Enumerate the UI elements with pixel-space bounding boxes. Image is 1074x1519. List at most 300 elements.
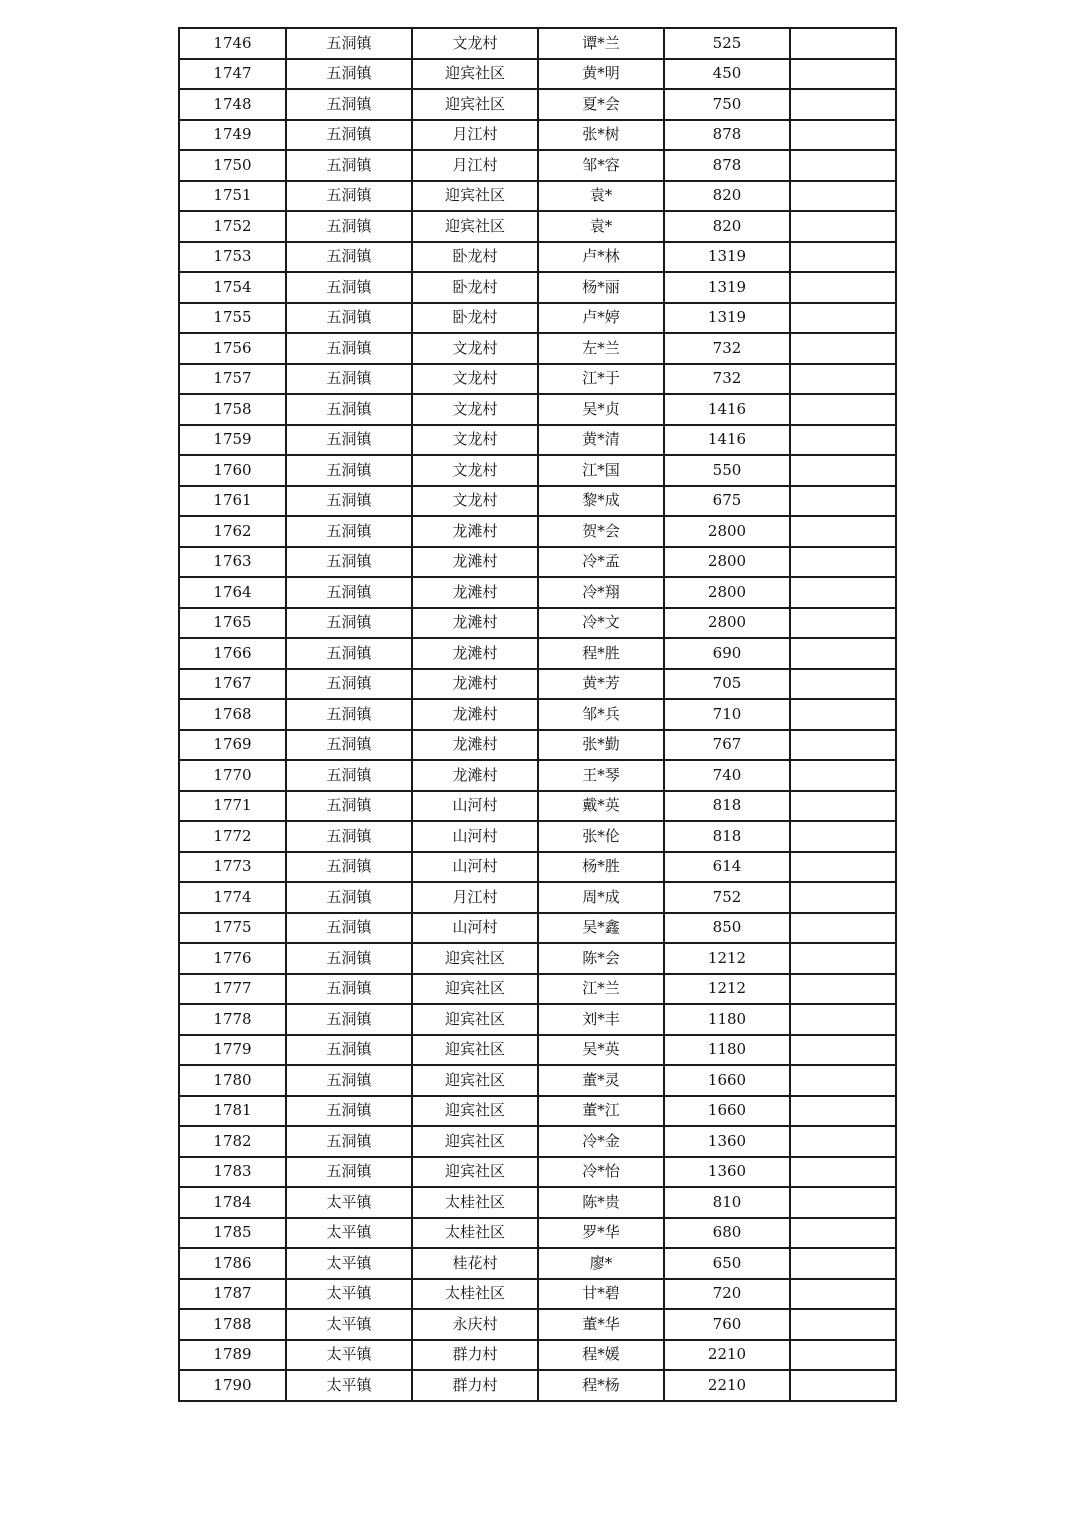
row-number-cell: 1752 [179,211,286,242]
remark-cell [790,1218,896,1249]
remark-cell [790,120,896,151]
table-row [179,425,896,456]
remark-cell [790,943,896,974]
remark-cell [790,638,896,669]
town-cell: 五洞镇 [286,333,412,364]
table-row [179,211,896,242]
remark-cell [790,730,896,761]
amount-cell: 710 [664,699,790,730]
remark-cell [790,516,896,547]
town-cell: 五洞镇 [286,791,412,822]
row-number-cell: 1766 [179,638,286,669]
remark-cell [790,1340,896,1371]
town-cell: 五洞镇 [286,486,412,517]
row-number-cell: 1750 [179,150,286,181]
village-cell: 迎宾社区 [412,1035,538,1066]
amount-cell: 1319 [664,303,790,334]
remark-cell [790,211,896,242]
amount-cell: 2800 [664,547,790,578]
town-cell: 五洞镇 [286,1157,412,1188]
town-cell: 五洞镇 [286,730,412,761]
village-cell: 龙滩村 [412,547,538,578]
amount-cell: 1212 [664,943,790,974]
remark-cell [790,1309,896,1340]
village-cell: 山河村 [412,821,538,852]
village-cell: 迎宾社区 [412,974,538,1005]
village-cell: 群力村 [412,1340,538,1371]
village-cell: 龙滩村 [412,516,538,547]
name-cell: 邹*容 [538,150,664,181]
town-cell: 五洞镇 [286,821,412,852]
village-cell: 山河村 [412,791,538,822]
row-number-cell: 1756 [179,333,286,364]
village-cell: 永庆村 [412,1309,538,1340]
row-number-cell: 1753 [179,242,286,273]
remark-cell [790,59,896,90]
row-number-cell: 1781 [179,1096,286,1127]
remark-cell [790,1279,896,1310]
town-cell: 太平镇 [286,1248,412,1279]
table-row [179,547,896,578]
row-number-cell: 1758 [179,394,286,425]
amount-cell: 1180 [664,1004,790,1035]
town-cell: 五洞镇 [286,1004,412,1035]
village-cell: 龙滩村 [412,699,538,730]
row-number-cell: 1769 [179,730,286,761]
table-row [179,943,896,974]
name-cell: 卢*婷 [538,303,664,334]
amount-cell: 720 [664,1279,790,1310]
amount-cell: 820 [664,181,790,212]
row-number-cell: 1779 [179,1035,286,1066]
name-cell: 江*于 [538,364,664,395]
name-cell: 冷*文 [538,608,664,639]
row-number-cell: 1783 [179,1157,286,1188]
table-row [179,1370,896,1401]
remark-cell [790,760,896,791]
town-cell: 太平镇 [286,1370,412,1401]
row-number-cell: 1774 [179,882,286,913]
name-cell: 戴*英 [538,791,664,822]
town-cell: 五洞镇 [286,882,412,913]
town-cell: 五洞镇 [286,974,412,1005]
town-cell: 五洞镇 [286,272,412,303]
remark-cell [790,425,896,456]
name-cell: 董*灵 [538,1065,664,1096]
name-cell: 董*华 [538,1309,664,1340]
name-cell: 邹*兵 [538,699,664,730]
remark-cell [790,1126,896,1157]
village-cell: 龙滩村 [412,760,538,791]
town-cell: 五洞镇 [286,303,412,334]
name-cell: 董*江 [538,1096,664,1127]
table-row [179,608,896,639]
town-cell: 五洞镇 [286,760,412,791]
name-cell: 冷*翔 [538,577,664,608]
row-number-cell: 1767 [179,669,286,700]
name-cell: 程*胜 [538,638,664,669]
amount-cell: 690 [664,638,790,669]
remark-cell [790,699,896,730]
town-cell: 五洞镇 [286,699,412,730]
amount-cell: 450 [664,59,790,90]
row-number-cell: 1748 [179,89,286,120]
table-row [179,760,896,791]
town-cell: 五洞镇 [286,59,412,90]
row-number-cell: 1759 [179,425,286,456]
village-cell: 文龙村 [412,425,538,456]
amount-cell: 1660 [664,1096,790,1127]
name-cell: 黄*清 [538,425,664,456]
table-row [179,1065,896,1096]
name-cell: 张*伦 [538,821,664,852]
table-row [179,1248,896,1279]
town-cell: 五洞镇 [286,242,412,273]
table-row [179,913,896,944]
table-row [179,89,896,120]
village-cell: 卧龙村 [412,242,538,273]
table-row [179,120,896,151]
table-row [179,1035,896,1066]
amount-cell: 740 [664,760,790,791]
name-cell: 冷*怡 [538,1157,664,1188]
town-cell: 五洞镇 [286,211,412,242]
town-cell: 太平镇 [286,1340,412,1371]
table-row [179,821,896,852]
name-cell: 周*成 [538,882,664,913]
table-row [179,852,896,883]
remark-cell [790,333,896,364]
amount-cell: 1660 [664,1065,790,1096]
name-cell: 冷*孟 [538,547,664,578]
village-cell: 文龙村 [412,455,538,486]
name-cell: 甘*碧 [538,1279,664,1310]
village-cell: 卧龙村 [412,272,538,303]
remark-cell [790,852,896,883]
village-cell: 迎宾社区 [412,1004,538,1035]
row-number-cell: 1755 [179,303,286,334]
table-row [179,577,896,608]
table-row [179,455,896,486]
remark-cell [790,28,896,59]
town-cell: 五洞镇 [286,1065,412,1096]
table-row [179,333,896,364]
name-cell: 张*勤 [538,730,664,761]
table-row [179,1340,896,1371]
table-row [179,882,896,913]
town-cell: 五洞镇 [286,547,412,578]
town-cell: 太平镇 [286,1309,412,1340]
amount-cell: 2800 [664,516,790,547]
village-cell: 桂花村 [412,1248,538,1279]
row-number-cell: 1782 [179,1126,286,1157]
village-cell: 迎宾社区 [412,1126,538,1157]
row-number-cell: 1780 [179,1065,286,1096]
amount-cell: 2800 [664,608,790,639]
name-cell: 罗*华 [538,1218,664,1249]
amount-cell: 1416 [664,425,790,456]
remark-cell [790,364,896,395]
town-cell: 五洞镇 [286,577,412,608]
name-cell: 杨*丽 [538,272,664,303]
town-cell: 五洞镇 [286,852,412,883]
table-row [179,394,896,425]
village-cell: 山河村 [412,913,538,944]
village-cell: 月江村 [412,882,538,913]
row-number-cell: 1789 [179,1340,286,1371]
name-cell: 王*琴 [538,760,664,791]
row-number-cell: 1749 [179,120,286,151]
row-number-cell: 1763 [179,547,286,578]
name-cell: 贺*会 [538,516,664,547]
row-number-cell: 1751 [179,181,286,212]
town-cell: 五洞镇 [286,89,412,120]
table-row [179,1279,896,1310]
remark-cell [790,303,896,334]
amount-cell: 675 [664,486,790,517]
row-number-cell: 1760 [179,455,286,486]
name-cell: 程*杨 [538,1370,664,1401]
village-cell: 迎宾社区 [412,211,538,242]
amount-cell: 750 [664,89,790,120]
remark-cell [790,577,896,608]
town-cell: 五洞镇 [286,181,412,212]
amount-cell: 1360 [664,1126,790,1157]
name-cell: 黄*芳 [538,669,664,700]
table-row [179,1096,896,1127]
remark-cell [790,89,896,120]
amount-cell: 760 [664,1309,790,1340]
village-cell: 迎宾社区 [412,181,538,212]
table-row [179,516,896,547]
remark-cell [790,882,896,913]
table-row [179,242,896,273]
village-cell: 月江村 [412,120,538,151]
amount-cell: 1360 [664,1157,790,1188]
village-cell: 迎宾社区 [412,1096,538,1127]
table-row [179,1309,896,1340]
name-cell: 杨*胜 [538,852,664,883]
village-cell: 龙滩村 [412,669,538,700]
village-cell: 文龙村 [412,394,538,425]
row-number-cell: 1773 [179,852,286,883]
remark-cell [790,1035,896,1066]
row-number-cell: 1776 [179,943,286,974]
town-cell: 五洞镇 [286,943,412,974]
row-number-cell: 1772 [179,821,286,852]
remark-cell [790,181,896,212]
amount-cell: 878 [664,120,790,151]
row-number-cell: 1777 [179,974,286,1005]
table-row [179,699,896,730]
amount-cell: 1319 [664,242,790,273]
name-cell: 吴*贞 [538,394,664,425]
row-number-cell: 1746 [179,28,286,59]
remark-cell [790,1187,896,1218]
table-row [179,791,896,822]
name-cell: 卢*林 [538,242,664,273]
remark-cell [790,1096,896,1127]
town-cell: 五洞镇 [286,1096,412,1127]
town-cell: 五洞镇 [286,394,412,425]
village-cell: 迎宾社区 [412,59,538,90]
amount-cell: 818 [664,821,790,852]
remark-cell [790,1065,896,1096]
name-cell: 刘*丰 [538,1004,664,1035]
table-row [179,150,896,181]
amount-cell: 550 [664,455,790,486]
row-number-cell: 1771 [179,791,286,822]
table-row [179,638,896,669]
town-cell: 五洞镇 [286,1035,412,1066]
amount-cell: 2800 [664,577,790,608]
row-number-cell: 1768 [179,699,286,730]
table-body [179,28,896,1401]
town-cell: 五洞镇 [286,28,412,59]
amount-cell: 1416 [664,394,790,425]
row-number-cell: 1765 [179,608,286,639]
name-cell: 冷*金 [538,1126,664,1157]
town-cell: 太平镇 [286,1218,412,1249]
village-cell: 文龙村 [412,333,538,364]
village-cell: 迎宾社区 [412,1157,538,1188]
remark-cell [790,455,896,486]
remark-cell [790,1004,896,1035]
town-cell: 五洞镇 [286,1126,412,1157]
village-cell: 群力村 [412,1370,538,1401]
amount-cell: 878 [664,150,790,181]
row-number-cell: 1788 [179,1309,286,1340]
village-cell: 文龙村 [412,364,538,395]
table-row [179,1187,896,1218]
village-cell: 龙滩村 [412,608,538,639]
amount-cell: 1212 [664,974,790,1005]
row-number-cell: 1790 [179,1370,286,1401]
town-cell: 五洞镇 [286,364,412,395]
town-cell: 五洞镇 [286,608,412,639]
row-number-cell: 1778 [179,1004,286,1035]
village-cell: 卧龙村 [412,303,538,334]
amount-cell: 850 [664,913,790,944]
name-cell: 江*兰 [538,974,664,1005]
town-cell: 太平镇 [286,1279,412,1310]
name-cell: 左*兰 [538,333,664,364]
amount-cell: 1319 [664,272,790,303]
town-cell: 五洞镇 [286,455,412,486]
table-row [179,1157,896,1188]
village-cell: 太桂社区 [412,1279,538,1310]
town-cell: 五洞镇 [286,638,412,669]
row-number-cell: 1785 [179,1218,286,1249]
name-cell: 廖* [538,1248,664,1279]
remark-cell [790,486,896,517]
remark-cell [790,821,896,852]
amount-cell: 810 [664,1187,790,1218]
name-cell: 陈*贵 [538,1187,664,1218]
table-row [179,730,896,761]
table-row [179,59,896,90]
amount-cell: 650 [664,1248,790,1279]
table-row [179,1004,896,1035]
row-number-cell: 1757 [179,364,286,395]
row-number-cell: 1764 [179,577,286,608]
row-number-cell: 1784 [179,1187,286,1218]
village-cell: 太桂社区 [412,1218,538,1249]
amount-cell: 732 [664,364,790,395]
village-cell: 龙滩村 [412,730,538,761]
name-cell: 黄*明 [538,59,664,90]
remark-cell [790,669,896,700]
name-cell: 黎*成 [538,486,664,517]
row-number-cell: 1775 [179,913,286,944]
table-row [179,303,896,334]
amount-cell: 732 [664,333,790,364]
remark-cell [790,1370,896,1401]
table-row [179,486,896,517]
table-row [179,974,896,1005]
name-cell: 江*国 [538,455,664,486]
table-row [179,272,896,303]
row-number-cell: 1786 [179,1248,286,1279]
table-row [179,669,896,700]
remark-cell [790,272,896,303]
town-cell: 五洞镇 [286,120,412,151]
amount-cell: 680 [664,1218,790,1249]
row-number-cell: 1762 [179,516,286,547]
amount-cell: 1180 [664,1035,790,1066]
name-cell: 陈*会 [538,943,664,974]
village-cell: 迎宾社区 [412,89,538,120]
table-row [179,181,896,212]
name-cell: 吴*鑫 [538,913,664,944]
remark-cell [790,791,896,822]
amount-cell: 705 [664,669,790,700]
amount-cell: 818 [664,791,790,822]
remark-cell [790,547,896,578]
amount-cell: 2210 [664,1340,790,1371]
name-cell: 谭*兰 [538,28,664,59]
village-cell: 太桂社区 [412,1187,538,1218]
remark-cell [790,150,896,181]
row-number-cell: 1770 [179,760,286,791]
table-row [179,28,896,59]
remark-cell [790,394,896,425]
village-cell: 月江村 [412,150,538,181]
remark-cell [790,1248,896,1279]
amount-cell: 767 [664,730,790,761]
village-cell: 文龙村 [412,486,538,517]
amount-cell: 2210 [664,1370,790,1401]
name-cell: 袁* [538,211,664,242]
town-cell: 太平镇 [286,1187,412,1218]
village-cell: 文龙村 [412,28,538,59]
town-cell: 五洞镇 [286,150,412,181]
village-cell: 龙滩村 [412,638,538,669]
village-cell: 山河村 [412,852,538,883]
village-cell: 龙滩村 [412,577,538,608]
remark-cell [790,913,896,944]
village-cell: 迎宾社区 [412,1065,538,1096]
remark-cell [790,608,896,639]
row-number-cell: 1761 [179,486,286,517]
name-cell: 夏*会 [538,89,664,120]
town-cell: 五洞镇 [286,669,412,700]
name-cell: 袁* [538,181,664,212]
table-row [179,364,896,395]
row-number-cell: 1754 [179,272,286,303]
village-cell: 迎宾社区 [412,943,538,974]
name-cell: 张*树 [538,120,664,151]
